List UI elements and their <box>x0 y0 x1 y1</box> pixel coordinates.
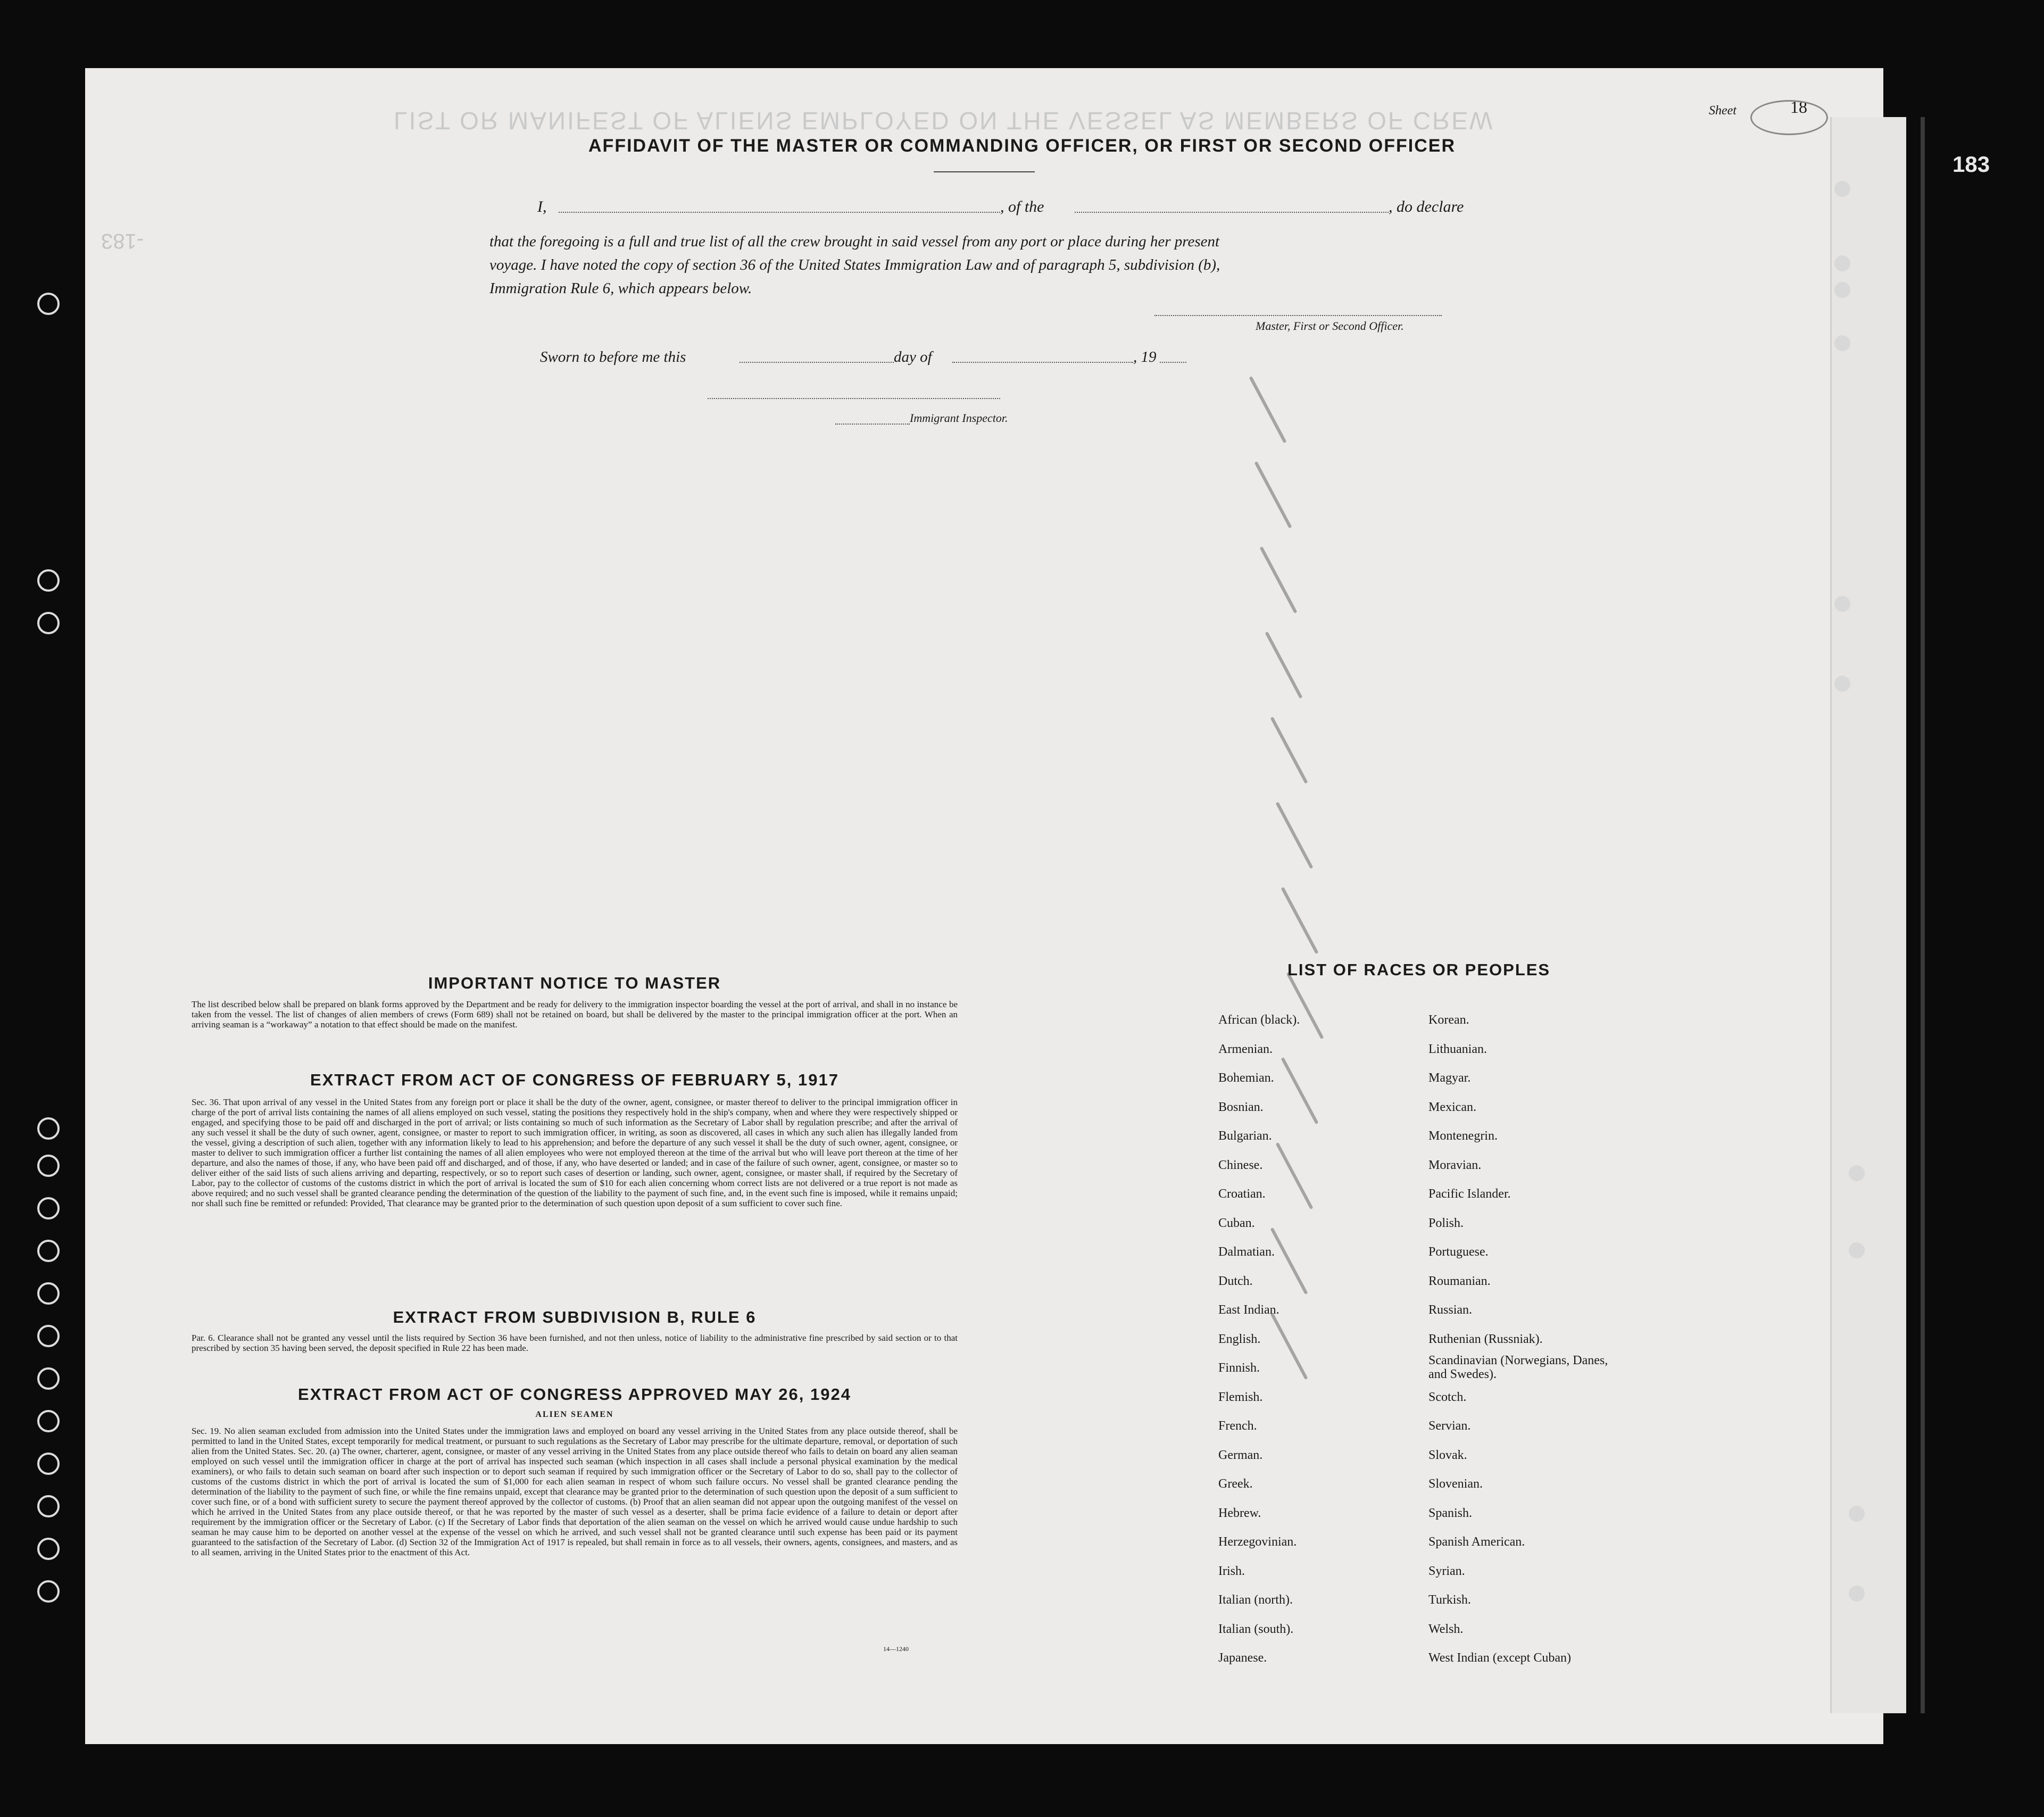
affidavit-title: AFFIDAVIT OF THE MASTER OR COMMANDING OFFICER, OR FIRST OR SECOND OFFICER <box>588 136 1456 156</box>
rule6-text: Par. 6. Clearance shall not be granted any vessel until the lists required by Section 36 have been furnished, and not then unless, notice of liability to the administrative fine prescribed by said section or to that prescribed by section 35 having been served, the deposit specified in Rule 22 has been made. <box>192 1333 958 1353</box>
page-number: 183 <box>1952 152 1990 177</box>
binder-hole <box>37 1410 60 1432</box>
affidavit-i: I, <box>537 198 547 215</box>
race-item: Dalmatian. <box>1218 1245 1275 1259</box>
race-item: Finnish. <box>1218 1361 1260 1375</box>
races-column-2 <box>1428 1006 1620 1673</box>
binder-hole <box>37 1538 60 1560</box>
binder-hole <box>37 1282 60 1305</box>
race-item: Montenegrin. <box>1428 1129 1498 1143</box>
race-item: Slovenian. <box>1428 1477 1483 1491</box>
sheet-number: 18 <box>1790 97 1807 117</box>
affidavit-text-line1: that the foregoing is a full and true list of all the crew brought in said vessel from any port or place during her present <box>489 233 1220 250</box>
extract-1924-title: EXTRACT FROM ACT OF CONGRESS APPROVED MAY 26, 1924 <box>298 1385 851 1404</box>
bleed-through-number: -183 <box>101 229 144 253</box>
race-item: Chinese. <box>1218 1158 1263 1172</box>
vessel-line <box>1075 212 1389 213</box>
day-of-label: day of <box>894 349 932 366</box>
punch-hole <box>1834 181 1850 197</box>
affidavit-text-line2: voyage. I have noted the copy of section 36 of the United States Immigration Law and of paragraph 5, subdivision (b), <box>489 256 1220 273</box>
race-item: Bulgarian. <box>1218 1129 1272 1143</box>
stamp-seal <box>1750 100 1828 135</box>
race-item: East Indian. <box>1218 1303 1279 1317</box>
race-item: Spanish American. <box>1428 1535 1525 1549</box>
alien-seamen-subtitle: ALIEN SEAMEN <box>535 1410 614 1419</box>
binder-hole <box>37 1367 60 1390</box>
binder-hole <box>37 1325 60 1347</box>
page-edge-shadow <box>1921 117 1925 1713</box>
race-item: Welsh. <box>1428 1622 1464 1636</box>
race-item: Bohemian. <box>1218 1071 1274 1085</box>
race-item: Irish. <box>1218 1564 1245 1578</box>
punch-hole <box>1834 335 1850 351</box>
race-item: Syrian. <box>1428 1564 1465 1578</box>
inspector-signature-line <box>708 398 1000 399</box>
year-label: , 19 <box>1133 349 1157 366</box>
race-item: English. <box>1218 1332 1261 1346</box>
race-item: Lithuanian. <box>1428 1042 1487 1056</box>
punch-hole <box>1849 1242 1865 1258</box>
race-item: Russian. <box>1428 1303 1473 1317</box>
binder-hole <box>37 1453 60 1475</box>
race-item: Pacific Islander. <box>1428 1187 1511 1201</box>
sworn-label: Sworn to before me this <box>540 349 686 366</box>
punch-hole <box>1849 1506 1865 1522</box>
race-item: Korean. <box>1428 1013 1469 1027</box>
race-item: Herzegovinian. <box>1218 1535 1297 1549</box>
binder-hole <box>37 1155 60 1177</box>
race-item: African (black). <box>1218 1013 1300 1027</box>
punch-hole <box>1834 282 1850 298</box>
race-item: French. <box>1218 1419 1257 1433</box>
race-item: Armenian. <box>1218 1042 1273 1056</box>
race-item: Moravian. <box>1428 1158 1482 1172</box>
form-number: 14—1240 <box>883 1645 909 1653</box>
race-item: Cuban. <box>1218 1216 1255 1230</box>
title-rule <box>934 171 1035 172</box>
race-item: Greek. <box>1218 1477 1253 1491</box>
master-signature-line <box>1154 315 1442 316</box>
inspector-short-line <box>835 424 910 425</box>
race-item: Scotch. <box>1428 1390 1467 1404</box>
punch-hole <box>1834 676 1850 692</box>
race-item: Mexican. <box>1428 1100 1476 1114</box>
race-item: Flemish. <box>1218 1390 1263 1404</box>
race-item: Scandinavian (Norwegians, Danes, and Swedes). <box>1428 1354 1608 1381</box>
race-item: Italian (north). <box>1218 1593 1293 1607</box>
notice-text: The list described below shall be prepared on blank forms approved by the Department and be ready for delivery to the immigration inspector boarding the vessel at the port of arrival, and shall in no instance be taken from the vessel. The list of changes of alien members of crews (Form 689) shall not be retained on board, but shall be delivered by the master to the principal immigration officer at the port. When an arriving seaman is a “workaway” a notation to that effect should be made on the manifest. <box>192 999 958 1030</box>
binder-hole <box>37 612 60 634</box>
race-item: Dutch. <box>1218 1274 1253 1288</box>
punch-hole <box>1849 1586 1865 1602</box>
binder-hole <box>37 1117 60 1140</box>
race-item: Hebrew. <box>1218 1506 1261 1520</box>
year-line <box>1160 362 1186 363</box>
race-item: West Indian (except Cuban) <box>1428 1651 1571 1665</box>
race-item: Polish. <box>1428 1216 1464 1230</box>
sworn-day-line <box>740 362 894 363</box>
extract-1924-text: Sec. 19. No alien seaman excluded from admission into the United States under the immigration laws and employed on board any vessel arriving in the United States from any place outside thereof, shall be permitted to land in the United States, except temporarily for medical treatment, or pursuant to such regulations as the Secretary of Labor may prescribe for the ultimate departure, removal, or deportation of such alien from the United States. Sec. 20. (a) The owner, charterer, agent, consignee, or master of any vessel arriving in the United States from any place outside thereof who fails to detain on board any alien seaman employed on such vessel until the immigration officer in charge at the port of arrival has inspected such seaman (which inspection in all cases shall include a personal physical examination by the medical examiners), or who fails to detain such seaman on board after such inspection or to deport such seaman if required by such immigration officer or the Secretary of Labor to do so, shall pay to the collector of customs of the customs district in which the port of arrival is located the sum of $1,000 for each alien seaman in respect of whom such failure occurs. No vessel shall be granted clearance pending the determination of the liability to the payment of such fine, or while the fine remains unpaid, except that clearance may be granted prior to the determination of such question upon the deposit of a sum sufficient to cover such fine, or of a bond with sufficient surety to secure the payment thereof approved by the collector of customs. (b) Proof that an alien seaman did not appear upon the outgoing manifest of the vessel on which he arrived in the United States from any place outside thereof, or that he was reported by the master of such vessel as a deserter, shall be prima facie evidence of a failure to detain or deport after requirement by the immigration officer or the Secretary of Labor. (c) If the Secretary of Labor finds that deportation of the alien seaman on the vessel on which he arrived would cause undue hardship to such seaman he may cause him to be deported on another vessel at the expense of the vessel on which he arrived, and such vessel shall not be granted clearance until such expense has been paid or its payment guaranteed to the satisfaction of the Secretary of Labor. (d) Section 32 of the Immigration Act of 1917 is repealed, but shall remain in force as to all vessels, their owners, agents, consignees, and masters, and as to all seamen, arriving in the United States prior to the enactment of this Act. <box>192 1426 958 1557</box>
punch-hole <box>1849 1165 1865 1181</box>
races-title: LIST OF RACES OR PEOPLES <box>1287 960 1551 979</box>
bleed-through-header: LIST OR MANIFEST OF ALIENS EMPLOYED ON THE VESSEL AS MEMBERS OF CREW <box>394 107 1494 135</box>
race-item: Portuguese. <box>1428 1245 1489 1259</box>
race-item: Bosnian. <box>1218 1100 1264 1114</box>
of-the-label: , of the <box>1000 198 1044 215</box>
race-item: Magyar. <box>1428 1071 1471 1085</box>
inspector-label: Immigrant Inspector. <box>910 411 1008 425</box>
race-item: Servian. <box>1428 1419 1471 1433</box>
binder-hole <box>37 1240 60 1262</box>
punch-hole <box>1834 596 1850 612</box>
race-item: Italian (south). <box>1218 1622 1294 1636</box>
race-item: German. <box>1218 1448 1263 1462</box>
race-item: Japanese. <box>1218 1651 1267 1665</box>
notice-title: IMPORTANT NOTICE TO MASTER <box>428 974 721 992</box>
binder-hole <box>37 1495 60 1517</box>
race-item: Roumanian. <box>1428 1274 1491 1288</box>
do-declare-label: , do declare <box>1389 198 1464 215</box>
binder-hole <box>37 1197 60 1219</box>
master-signature-label: Master, First or Second Officer. <box>1256 319 1404 333</box>
race-item: Turkish. <box>1428 1593 1471 1607</box>
binder-hole <box>37 1580 60 1603</box>
race-item: Spanish. <box>1428 1506 1473 1520</box>
sheet-label: Sheet <box>1709 104 1736 118</box>
race-item: Slovak. <box>1428 1448 1467 1462</box>
affidavit-text-line3: Immigration Rule 6, which appears below. <box>489 280 752 297</box>
rule6-title: EXTRACT FROM SUBDIVISION B, RULE 6 <box>393 1308 757 1326</box>
name-line <box>559 212 1000 213</box>
extract-1917-text: Sec. 36. That upon arrival of any vessel in the United States from any foreign port or place it shall be the duty of the owner, agent, consignee, or master thereof to deliver to the principal immigration officer in charge of the port of arrival lists containing the names of all aliens employed on such vessel, stating the positions they respectively hold in the ship's company, when and where they were respectively shipped or engaged, and specifying those to be paid off and discharged in the port of arrival; or lists containing so much of such information as the Secretary of Labor shall by regulation prescribe; and after the arrival of any such vessel it shall be the duty of such owner, agent, consignee, or master to report to such immigration officer, in writing, as soon as discovered, all cases in which any such alien has illegally landed from the vessel, giving a description of such alien, together with any information likely to lead to his apprehension; and before the departure of any such vessel it shall be the duty of such owner, agent, consignee, or master to deliver to such immigration officer a further list containing the names of all alien employees who were not employed thereon at the time of the arrival but who will leave port thereon at the time of her departure, and also the names of those, if any, who have been paid off and discharged, and of those, if any, who have deserted or landed; and in case of the failure of such owner, agent, consignee, or master so to deliver either of the said lists of such aliens arriving and departing, respectively, or so to report such cases of desertion or landing, such owner, agent, consignee, or master shall, if required by the Secretary of Labor, pay to the collector of customs of the customs district in which the port of arrival is located the sum of $10 for each alien concerning whom correct lists are not delivered or a true report is not made as above required; and no such vessel shall be granted clearance pending the determination of the question of the liability to the payment of such fine, and, in the event such fine is imposed, while it remains unpaid; nor shall such fine be remitted or refunded: Provided, That clearance may be granted prior to the determination of such question upon deposit of a sum sufficient to cover such fine. <box>192 1097 958 1208</box>
punch-hole <box>1834 255 1850 271</box>
month-line <box>952 362 1133 363</box>
binder-hole <box>37 569 60 592</box>
extract-1917-title: EXTRACT FROM ACT OF CONGRESS OF FEBRUARY 5, 1917 <box>310 1071 839 1089</box>
race-item: Ruthenian (Russniak). <box>1428 1332 1543 1346</box>
binder-hole <box>37 293 60 315</box>
underlying-page-edge <box>1830 117 1906 1713</box>
race-item: Croatian. <box>1218 1187 1266 1201</box>
races-column-1 <box>1218 1006 1300 1673</box>
